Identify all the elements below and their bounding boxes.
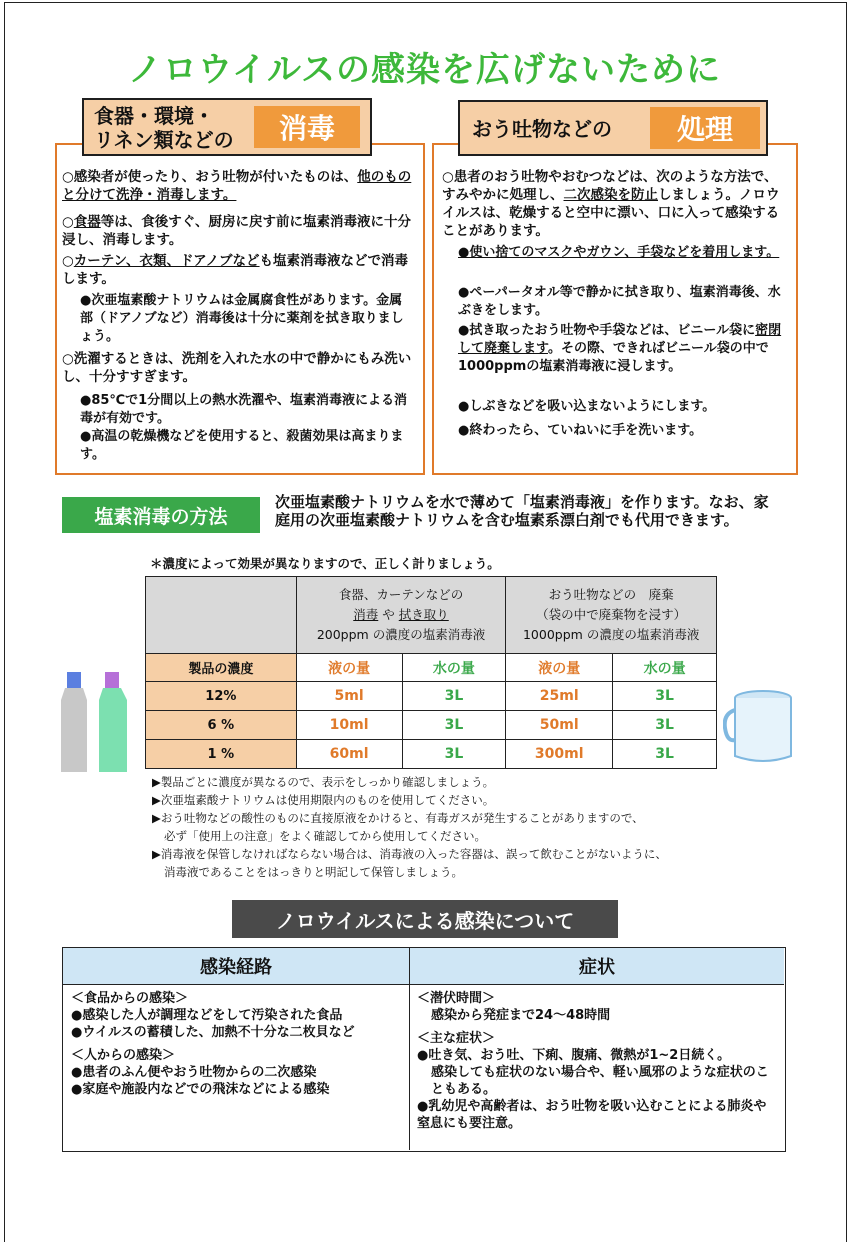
- right-bullet-spray: ●しぶきなどを吸い込まないようにします。: [458, 399, 716, 414]
- table-cell: 3L: [402, 711, 506, 740]
- table-cell: 300ml: [506, 740, 613, 769]
- main-symptom-1b: 感染しても症状のない場合や、軽い風邪のような症状のこともある。: [431, 1065, 769, 1097]
- infection-tag: ノロウイルスによる感染について: [232, 900, 618, 938]
- table-corner: [146, 577, 297, 654]
- right-bullet-dispose: ●拭き取ったおう吐物や手袋などは、ビニール袋に密閉して廃棄します。その際、できればビニール袋の中で1000ppmの塩素消毒液に浸します。: [458, 323, 782, 374]
- incubation-title: ＜潜伏時間＞: [417, 991, 496, 1006]
- food-infection-1: ●感染した人が調理などをして汚染された食品: [71, 1008, 343, 1023]
- main-symptom-2: ●乳幼児や高齢者は、おう吐物を吸い込むことによる肺炎や窒息にも要注意。: [417, 1099, 767, 1131]
- incubation-text: 感染から発症まで24～48時間: [431, 1008, 611, 1023]
- route-content: [71, 990, 401, 1098]
- table-row: [146, 682, 717, 711]
- bottle-grey: [61, 688, 87, 772]
- page-title: ノロウイルスの感染を広げないために: [128, 50, 721, 90]
- table-cell: 3L: [613, 682, 717, 711]
- usage-notes: [152, 773, 772, 881]
- disinfection-header-accent: 消毒: [254, 106, 360, 148]
- main-symptom-1: ●吐き気、おう吐、下痢、腹痛、微熱が1~2日続く。: [417, 1048, 731, 1063]
- method-tag: 塩素消毒の方法: [62, 497, 260, 533]
- left-bullet-metal: ●次亜塩素酸ナトリウムは金属腐食性があります。金属部（ドアノブなど）消毒後は十分に薬剤を拭き取りましょう。: [80, 293, 404, 344]
- note-4: ▶消毒液を保管しなければならない場合は、消毒液の入った容器は、誤って飲むことがないように、: [152, 847, 667, 861]
- table-cell: 25ml: [506, 682, 613, 711]
- route-header: 感染経路: [63, 948, 410, 985]
- human-infection-2: ●家庭や施設内などでの飛沫などによる感染: [71, 1082, 330, 1097]
- right-bullet-handwash: ●終わったら、ていねいに手を洗います。: [458, 423, 703, 438]
- note-2: ▶次亜塩素酸ナトリウムは使用期限内のものを使用してください。: [152, 793, 495, 807]
- bottle-blue-cap: [67, 672, 81, 688]
- disinfection-header-line1: 食器・環境・: [94, 104, 214, 128]
- left-paragraph-3: ○カーテン、衣類、ドアノブなども塩素消毒液などで消毒します。: [62, 253, 409, 287]
- left-paragraph-1: ○感染者が使ったり、おう吐物が付いたものは、他のものと分けて洗浄・消毒します。: [62, 169, 412, 203]
- disinfection-header-line2: リネン類などの: [94, 128, 234, 152]
- method-note: ＊濃度によって効果が異なりますので、正しく計りましょう。: [150, 556, 500, 571]
- table-row: [146, 740, 717, 769]
- symptom-header: 症状: [410, 948, 784, 985]
- human-infection-title: ＜人からの感染＞: [71, 1048, 176, 1063]
- table-row: [146, 711, 717, 740]
- concentration-table: [145, 576, 717, 769]
- symptom-content: [417, 990, 779, 1132]
- human-infection-1: ●患者のふん便やおう吐物からの二次感染: [71, 1065, 317, 1080]
- food-infection-title: ＜食品からの感染＞: [71, 991, 189, 1006]
- measuring-cup-illustration: [723, 688, 803, 768]
- table-cell: 50ml: [506, 711, 613, 740]
- bottles-illustration: [55, 670, 135, 775]
- infection-divider: [409, 984, 410, 1150]
- bottle-purple-cap: [105, 672, 119, 688]
- table-a-water-header: 水の量: [402, 654, 506, 682]
- table-cell: 60ml: [296, 740, 402, 769]
- vomit-header: [458, 100, 768, 156]
- table-cell-conc: 6 %: [146, 711, 297, 740]
- right-bullet-mask: ●使い捨てのマスクやガウン、手袋などを着用します。: [458, 245, 780, 260]
- vomit-header-accent: 処理: [650, 107, 760, 149]
- food-infection-2: ●ウイルスの蓄積した、加熱不十分な二枚貝など: [71, 1025, 355, 1040]
- infection-table: [62, 947, 786, 1152]
- right-paragraph-1: ○患者のおう吐物やおむつなどは、次のような方法で、すみやかに処理し、二次感染を防止しましょう。ノロウイルスは、乾燥すると空中に漂い、口に入って感染することがあります。: [442, 169, 780, 239]
- table-cell: 3L: [402, 682, 506, 711]
- table-col-a-header: 食器、カーテンなどの 消毒 や 拭き取り 200ppm の濃度の塩素消毒液: [296, 577, 506, 654]
- left-paragraph-2: ○食器等は、食後すぐ、厨房に戻す前に塩素消毒液に十分浸し、消毒します。: [62, 214, 412, 248]
- vomit-header-text: おう吐物などの: [472, 117, 612, 141]
- left-bullet-hot-wash: ●85℃で1分間以上の熱水洗濯や、塩素消毒液による消毒が有効です。: [80, 393, 407, 426]
- table-cell-conc: 12%: [146, 682, 297, 711]
- note-1: ▶製品ごとに濃度が異なるので、表示をしっかり確認しましょう。: [152, 775, 495, 789]
- table-a-liquid-header: 液の量: [296, 654, 402, 682]
- table-col-b-header: おう吐物などの 廃棄 （袋の中で廃棄物を浸す） 1000ppm の濃度の塩素消毒液: [506, 577, 717, 654]
- table-cell-conc: 1 %: [146, 740, 297, 769]
- table-b-water-header: 水の量: [613, 654, 717, 682]
- main-symptom-title: ＜主な症状＞: [417, 1031, 496, 1046]
- bottle-green: [99, 688, 127, 772]
- table-cell: 3L: [613, 711, 717, 740]
- note-4-cont: 消毒液であることをはっきりと明記して保管しましょう。: [164, 865, 463, 879]
- note-3: ▶おう吐物などの酸性のものに直接原液をかけると、有毒ガスが発生することがありますので、: [152, 811, 644, 825]
- method-text: 次亜塩素酸ナトリウムを水で薄めて「塩素消毒液」を作ります。なお、家庭用の次亜塩素酸ナトリウムを含む塩素系漂白剤でも代用できます。: [275, 493, 769, 529]
- left-bullet-dryer: ●高温の乾燥機などを使用すると、殺菌効果は高まります。: [80, 429, 404, 462]
- table-cell: 5ml: [296, 682, 402, 711]
- table-cell: 10ml: [296, 711, 402, 740]
- right-bullet-wipe: ●ペーパータオル等で静かに拭き取り、塩素消毒後、水ぶきをします。: [458, 285, 781, 318]
- table-b-liquid-header: 液の量: [506, 654, 613, 682]
- disinfection-header: [82, 98, 372, 156]
- table-cell: 3L: [402, 740, 506, 769]
- table-row-header: 製品の濃度: [146, 654, 297, 682]
- table-cell: 3L: [613, 740, 717, 769]
- note-3-cont: 必ず「使用上の注意」をよく確認してから使用してください。: [164, 829, 486, 843]
- left-paragraph-4: ○洗濯するときは、洗剤を入れた水の中で静かにもみ洗いし、十分すすぎます。: [62, 351, 412, 385]
